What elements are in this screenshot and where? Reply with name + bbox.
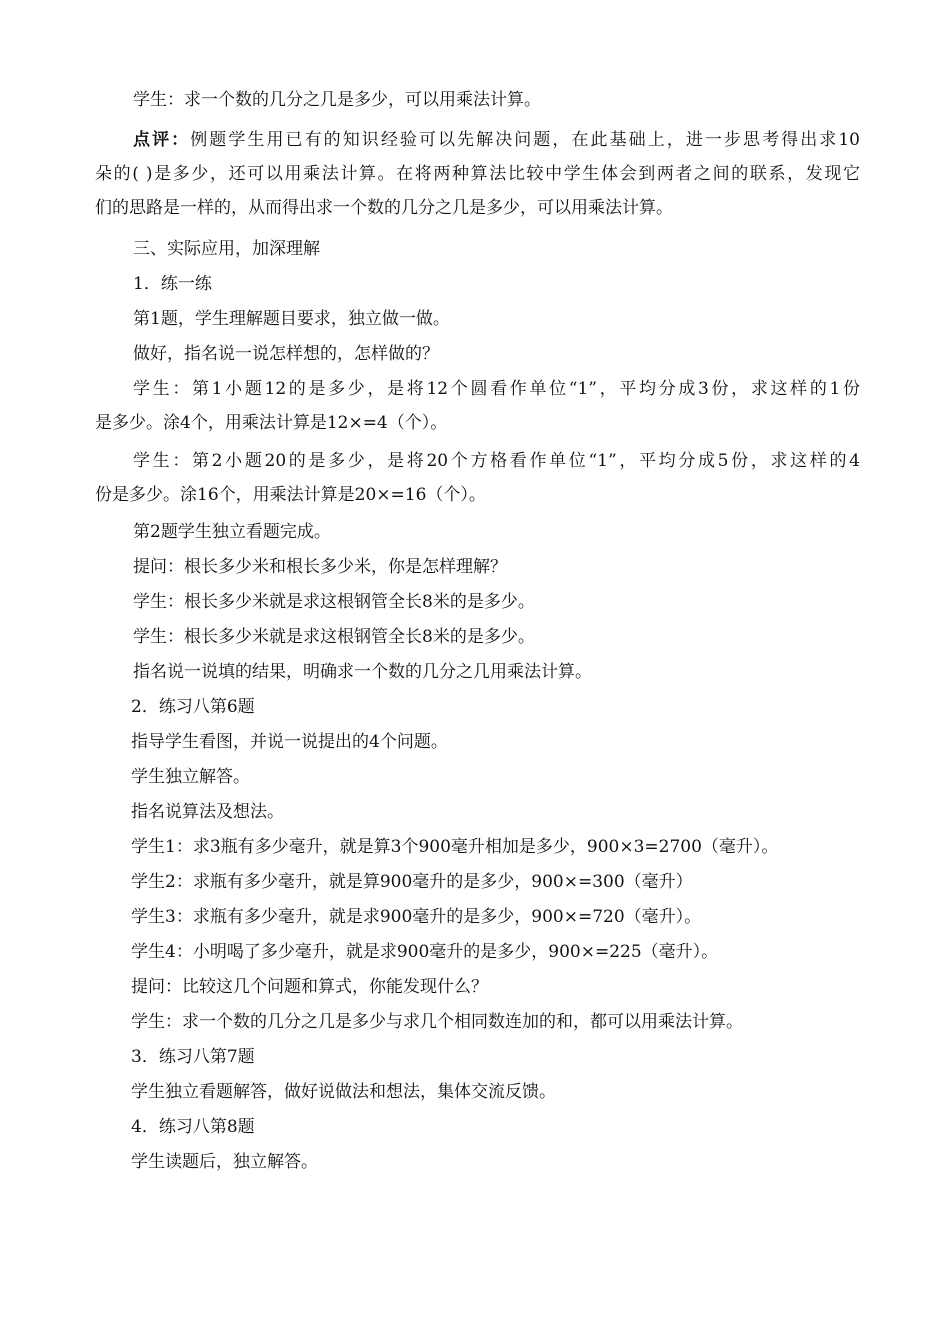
paragraph-line: 指名说一说填的结果，明确求一个数的几分之几用乘法计算。: [133, 662, 592, 682]
paragraph-line: 指导学生看图，并说一说提出的4个问题。: [131, 732, 448, 752]
paragraph-line: 学生2：求瓶有多少毫升，就是算900毫升的是多少，900×=300（毫升）: [131, 872, 693, 892]
paragraph-line: 朵的( )是多少，还可以用乘法计算。在将两种算法比较中学生体会到两者之间的联系，发现它: [95, 164, 860, 184]
paragraph-line: 学生读题后，独立解答。: [131, 1152, 318, 1172]
paragraph-line: 份是多少。涂16个，用乘法计算是20×=16（个）。: [95, 485, 486, 505]
paragraph-line: 提问：比较这几个问题和算式，你能发现什么？: [131, 977, 488, 997]
sub-heading: 3．练习八第7题: [131, 1047, 255, 1067]
comment-label: 点评：: [133, 130, 191, 150]
paragraph-line: 提问：根长多少米和根长多少米，你是怎样理解？: [133, 557, 507, 577]
section-heading: 三、实际应用，加深理解: [133, 239, 320, 259]
paragraph-line: 学生3：求瓶有多少毫升，就是求900毫升的是多少，900×=720（毫升）。: [131, 907, 702, 927]
paragraph-line: 是多少。涂4个，用乘法计算是12×=4（个）。: [95, 413, 448, 433]
paragraph-line: 指名说算法及想法。: [131, 802, 284, 822]
paragraph-line: 第2题学生独立看题完成。: [133, 522, 331, 542]
paragraph-line: 学生：根长多少米就是求这根钢管全长8米的是多少。: [133, 592, 535, 612]
paragraph-line: 做好，指名说一说怎样想的，怎样做的？: [133, 344, 439, 364]
paragraph-line: 学生独立看题解答，做好说做法和想法，集体交流反馈。: [131, 1082, 556, 1102]
comment-paragraph-line: [95, 128, 860, 152]
paragraph-line: 学生：第2小题20的是多少，是将20个方格看作单位“1”，平均分成5份，求这样的4: [133, 451, 860, 471]
paragraph-line: 学生独立解答。: [131, 767, 250, 787]
paragraph-line: 学生：求一个数的几分之几是多少与求几个相同数连加的和，都可以用乘法计算。: [131, 1012, 743, 1032]
paragraph-line: 学生4：小明喝了多少毫升，就是求900毫升的是多少，900×=225（毫升）。: [131, 942, 719, 962]
paragraph-line: 学生：求一个数的几分之几是多少，可以用乘法计算。: [133, 90, 541, 110]
paragraph-line: 学生1：求3瓶有多少毫升，就是算3个900毫升相加是多少，900×3=2700（毫升）。: [131, 837, 779, 857]
sub-heading: 1．练一练: [133, 274, 212, 294]
comment-text: 例题学生用已有的知识经验可以先解决问题，在此基础上，进一步思考得出求10: [190, 130, 861, 150]
paragraph-line: 第1题，学生理解题目要求，独立做一做。: [133, 309, 450, 329]
paragraph-line: 们的思路是一样的，从而得出求一个数的几分之几是多少，可以用乘法计算。: [95, 198, 673, 218]
sub-heading: 4．练习八第8题: [131, 1117, 255, 1137]
sub-heading: 2．练习八第6题: [131, 697, 255, 717]
paragraph-line: 学生：根长多少米就是求这根钢管全长8米的是多少。: [133, 627, 535, 647]
paragraph-line: 学生：第1小题12的是多少，是将12个圆看作单位“1”，平均分成3份，求这样的1份: [133, 379, 860, 399]
